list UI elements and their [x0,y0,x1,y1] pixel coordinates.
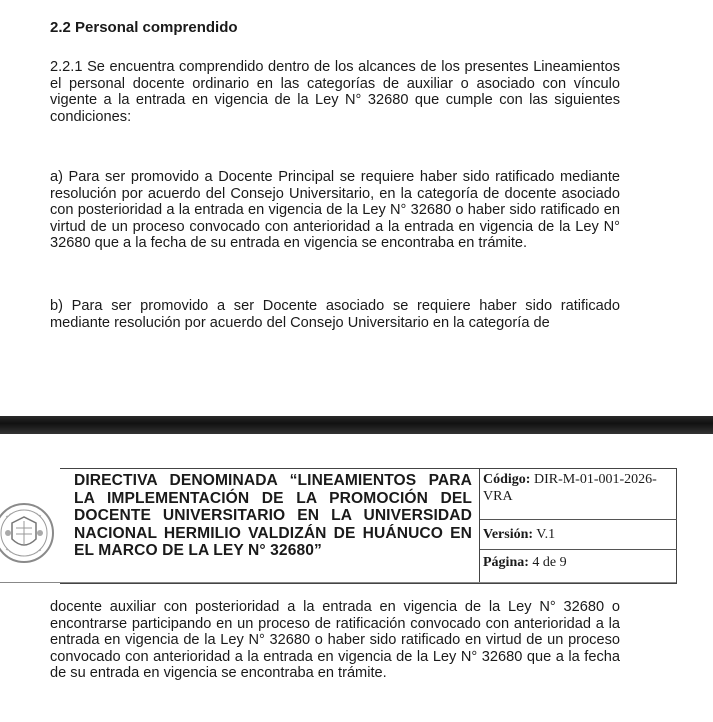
paragraph-b: b) Para ser promovido a ser Docente asociado se requiere haber sido ratificado mediante resolución por acuerdo del Consejo Universitario en la categoría de [50,298,620,331]
paragraph-2-2-1: 2.2.1 Se encuentra comprendido dentro de los alcances de los presentes Lineamientos el personal docente ordinario en las categorías de auxiliar o asociado con vínculo vigente a la entrada en vigencia de la Ley N° 32680 que cumple con las siguientes condiciones: [50,59,620,125]
document-page-bottom [0,434,713,722]
version-value: V.1 [536,527,556,542]
meta-divider [480,549,677,550]
university-seal-icon [0,473,58,593]
section-heading: 2.2 Personal comprendido [50,19,238,36]
page-value: 4 de 9 [532,555,567,570]
code-value: DIR-M-01-001-2026-VRA [483,472,657,504]
code-label: Código: [483,472,531,487]
page-field [483,555,567,571]
header-underline [0,582,676,583]
document-metadata [479,468,677,582]
version-field [483,527,555,543]
page-separator [0,416,713,434]
directive-title: DIRECTIVA DENOMINADA “LINEAMIENTOS PARA LA IMPLEMENTACIÓN DE LA PROMOCIÓN DEL DOCENTE UNIVERSITARIO EN LA UNIVERSIDAD NACIONAL HERMILIO VALDIZÁN DE HUÁNUCO EN EL MARCO DE LA LEY N° 32680” [74,472,472,559]
paragraph-a: a) Para ser promovido a Docente Principal se requiere haber sido ratificado mediante resolución por acuerdo del Consejo Universitario, en la categoría de docente asociado con posterioridad a la entrada en vigencia de la Ley N° 32680 o haber sido ratificado en virtud de un proceso convocado con anterioridad a la entrada en vigencia de la Ley N° 32680 que a la fecha de su entrada en vigencia se encontraba en trámite. [50,169,620,252]
meta-divider [480,519,677,520]
paragraph-continued: docente auxiliar con posterioridad a la entrada en vigencia de la Ley N° 32680 o encontrarse participando en un proceso de ratificación convocado con anterioridad a la entrada en vigencia de la Ley N° 32680 o haber sido ratificado en virtud de un proceso convocado con anterioridad a la entrada en vigencia de la Ley N° 32680 que a la fecha de su entrada en vigencia se encontraba en trámite. [50,599,620,682]
code-field [483,471,675,505]
version-label: Versión: [483,527,534,542]
page-label: Página: [483,555,529,570]
